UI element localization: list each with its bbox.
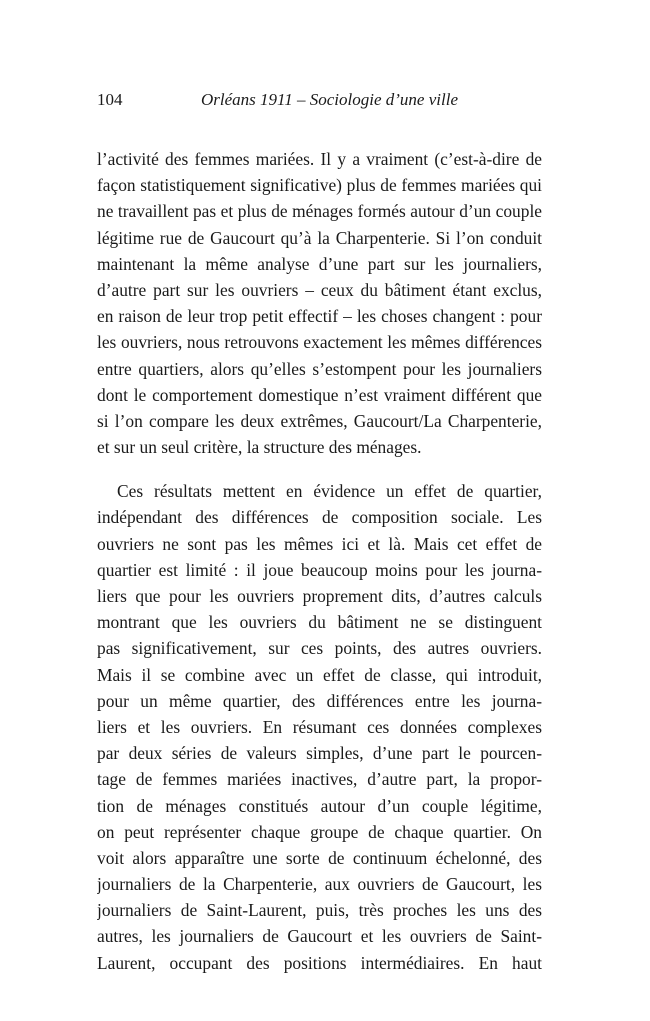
text-line: Laurent, occupant des positions intermédiaires. En haut: [97, 952, 542, 973]
text-line: montrant que les ouvriers du bâtiment ne se distinguent: [97, 612, 542, 633]
text-line: tage de femmes mariées inactives, d’autre part, la propor-: [97, 769, 542, 790]
text-line: par deux séries de valeurs simples, d’une part le pourcen-: [97, 743, 542, 764]
paragraph-1: [97, 146, 542, 460]
text-line: dont le comportement domestique n’est vraiment différent que: [97, 384, 542, 405]
text-line: ouvriers ne sont pas les mêmes ici et là. Mais cet effet de: [97, 533, 542, 554]
text-line: légitime rue de Gaucourt qu’à la Charpenterie. Si l’on conduit: [97, 227, 542, 248]
text-line: maintenant la même analyse d’une part sur les journaliers,: [97, 253, 542, 274]
text-line: Ces résultats mettent en évidence un effet de quartier,: [117, 481, 542, 502]
text-line: les ouvriers, nous retrouvons exactement les mêmes différences: [97, 332, 542, 353]
text-line: journaliers de Saint-Laurent, puis, très proches les uns des: [97, 900, 542, 921]
text-line: on peut représenter chaque groupe de chaque quartier. On: [97, 821, 542, 842]
text-line: journaliers de la Charpenterie, aux ouvriers de Gaucourt, les: [97, 874, 542, 895]
text-line: tion de ménages constitués autour d’un couple légitime,: [97, 795, 542, 816]
book-page: [97, 0, 542, 1021]
running-head: [97, 88, 542, 112]
running-title: Orléans 1911 – Sociologie d’une ville: [201, 90, 458, 109]
page-number: 104: [97, 90, 123, 109]
text-line: d’autre part sur les ouvriers – ceux du bâtiment étant exclus,: [97, 279, 542, 300]
text-line: l’activité des femmes mariées. Il y a vraiment (c’est-à-dire de: [97, 149, 542, 169]
text-line: voit alors apparaître une sorte de continuum échelonné, des: [97, 847, 542, 868]
text-line: et sur un seul critère, la structure des ménages.: [97, 437, 422, 458]
text-line: en raison de leur trop petit effectif – les choses changent : pour: [97, 306, 542, 327]
text-line: liers et les ouvriers. En résumant ces données complexes: [97, 716, 542, 737]
body-text: [97, 146, 542, 976]
paragraph-gap: [97, 460, 542, 478]
text-line: indépendant des différences de composition sociale. Les: [97, 507, 542, 528]
paragraph-2: [97, 478, 542, 976]
text-line: si l’on compare les deux extrêmes, Gaucourt/La Charpenterie,: [97, 410, 542, 431]
text-line: ne travaillent pas et plus de ménages formés autour d’un couple: [97, 201, 542, 222]
text-line: entre quartiers, alors qu’elles s’estompent pour les journaliers: [97, 358, 542, 379]
text-line: liers que pour les ouvriers proprement dits, d’autres calculs: [97, 586, 542, 606]
text-line: pour un même quartier, des différences entre les journa-: [97, 690, 542, 711]
text-line: Mais il se combine avec un effet de classe, qui introduit,: [97, 664, 542, 685]
text-line: pas significativement, sur ces points, des autres ouvriers.: [97, 638, 542, 659]
text-line: quartier est limité : il joue beaucoup moins pour les journa-: [97, 559, 542, 580]
text-line: façon statistiquement significative) plus de femmes mariées qui: [97, 175, 542, 196]
text-line: autres, les journaliers de Gaucourt et les ouvriers de Saint-: [97, 926, 542, 947]
